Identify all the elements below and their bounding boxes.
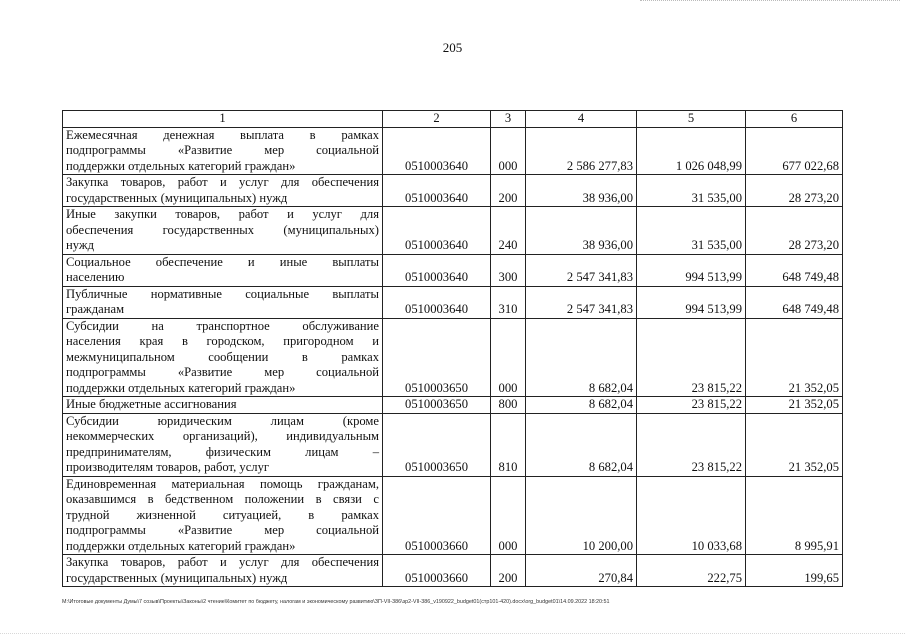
page-number: 205 [442,40,463,55]
expense-type-code: 000 [491,476,526,555]
table-header-row [63,111,843,128]
target-article-code: 0510003640 [383,286,491,318]
amount-col-5: 10 033,68 [637,476,746,555]
amount-col-5: 31 535,00 [637,175,746,207]
table-row [63,254,843,286]
target-article-code: 0510003650 [383,413,491,476]
column-header: 2 [383,111,491,128]
target-article-code: 0510003660 [383,555,491,587]
amount-col-4: 8 682,04 [526,318,637,397]
target-article-code: 0510003640 [383,254,491,286]
description-line: подпрограммы «Развитие мер социальной [66,365,379,379]
amount-col-6: 21 352,05 [746,318,843,397]
amount-col-6: 21 352,05 [746,397,843,414]
description-line: Субсидии юридическим лицам (кроме [66,413,379,428]
amount-col-5: 23 815,22 [637,397,746,414]
description-line: поддержки отдельных категорий граждан» [66,538,296,553]
description-line: межмуниципальном сообщении в рамках [66,349,379,364]
expense-type-code: 800 [491,397,526,414]
description-line: Ежемесячная денежная выплата в рамках [66,127,379,142]
amount-col-4: 2 547 341,83 [526,254,637,286]
description-line: Закупка товаров, работ и услуг для обеспечения [66,555,379,569]
description-line: Публичные нормативные социальные выплаты [66,286,379,301]
description-line: Субсидии на транспортное обслуживание [66,318,379,333]
scan-edge-noise [0,633,905,636]
target-article-code: 0510003640 [383,207,491,255]
row-description [63,286,383,318]
expense-type-code: 200 [491,555,526,587]
amount-col-6: 28 273,20 [746,175,843,207]
top-edge-mark [640,0,900,4]
table-row [63,127,843,175]
amount-col-6: 648 749,48 [746,286,843,318]
expense-type-code: 000 [491,127,526,175]
row-description [63,318,383,397]
target-article-code: 0510003660 [383,476,491,555]
description-line: Иные закупки товаров, работ и услуг для [66,207,379,221]
row-description [63,476,383,555]
description-line: Иные бюджетные ассигнования [66,397,237,411]
target-article-code: 0510003640 [383,175,491,207]
file-path-footer: M:\Итоговые документы Думы\7 созыв\Проекты\Законы\2 чтение\Комитет по бюджету, налогам и экономическому развитию\ЗП-VII-386\зр2-VII-386_v190922_budget01(стр101-420).docx\org_budget01\14.09.2022 18:20:51 [62,599,610,605]
amount-col-5: 23 815,22 [637,318,746,397]
amount-col-5: 994 513,99 [637,286,746,318]
table-row [63,555,843,587]
target-article-code: 0510003650 [383,397,491,414]
amount-col-6: 677 022,68 [746,127,843,175]
description-line: поддержки отдельных категорий граждан» [66,158,296,173]
description-line: оказавшимся в бедственном положении в связи с [66,492,379,506]
amount-col-4: 2 547 341,83 [526,286,637,318]
amount-col-5: 1 026 048,99 [637,127,746,175]
amount-col-5: 23 815,22 [637,413,746,476]
column-header: 3 [491,111,526,128]
budget-table [62,110,843,587]
amount-col-4: 38 936,00 [526,207,637,255]
description-line: Социальное обеспечение и иные выплаты [66,254,379,269]
description-line: производителям товаров, работ, услуг [66,460,270,474]
amount-col-6: 648 749,48 [746,254,843,286]
expense-type-code: 300 [491,254,526,286]
row-description [63,254,383,286]
description-line: населению [66,270,125,284]
column-header: 5 [637,111,746,128]
description-line: нужд [66,238,94,252]
description-line: обеспечения государственных (муниципальных) [66,222,379,237]
row-description [63,555,383,587]
row-description [63,175,383,207]
description-line: государственных (муниципальных) нужд [66,190,288,205]
amount-col-4: 2 586 277,83 [526,127,637,175]
row-description [63,127,383,175]
expense-type-code: 200 [491,175,526,207]
row-description [63,413,383,476]
column-header: 6 [746,111,843,128]
amount-col-4: 38 936,00 [526,175,637,207]
amount-col-4: 8 682,04 [526,413,637,476]
expense-type-code: 810 [491,413,526,476]
amount-col-4: 270,84 [526,555,637,587]
target-article-code: 0510003650 [383,318,491,397]
amount-col-5: 31 535,00 [637,207,746,255]
amount-col-6: 199,65 [746,555,843,587]
table-row [63,397,843,414]
row-description [63,207,383,255]
table-row [63,175,843,207]
description-line: населения края в городском, пригородном и [66,334,379,348]
description-line: государственных (муниципальных) нужд [66,570,288,585]
table-row [63,286,843,318]
table-row [63,318,843,397]
amount-col-6: 21 352,05 [746,413,843,476]
description-line: гражданам [66,302,125,316]
table-row [63,476,843,555]
description-line: Единовременная материальная помощь гражданам, [66,476,379,491]
column-header: 4 [526,111,637,128]
expense-type-code: 000 [491,318,526,397]
expense-type-code: 240 [491,207,526,255]
description-line: некоммерческих организаций), индивидуальным [66,429,379,443]
description-line: подпрограммы «Развитие мер социальной [66,143,379,157]
description-line: предпринимателям, физическим лицам – [66,444,379,459]
amount-col-6: 8 995,91 [746,476,843,555]
budget-table-body [63,111,843,587]
amount-col-4: 10 200,00 [526,476,637,555]
expense-type-code: 310 [491,286,526,318]
column-header: 1 [63,111,383,128]
target-article-code: 0510003640 [383,127,491,175]
row-description [63,397,383,414]
amount-col-4: 8 682,04 [526,397,637,414]
table-row [63,207,843,255]
description-line: поддержки отдельных категорий граждан» [66,380,296,395]
description-line: подпрограммы «Развитие мер социальной [66,523,379,537]
description-line: трудной жизненной ситуацией, в рамках [66,507,379,522]
description-line: Закупка товаров, работ и услуг для обеспечения [66,175,379,189]
amount-col-5: 994 513,99 [637,254,746,286]
amount-col-6: 28 273,20 [746,207,843,255]
amount-col-5: 222,75 [637,555,746,587]
table-row [63,413,843,476]
